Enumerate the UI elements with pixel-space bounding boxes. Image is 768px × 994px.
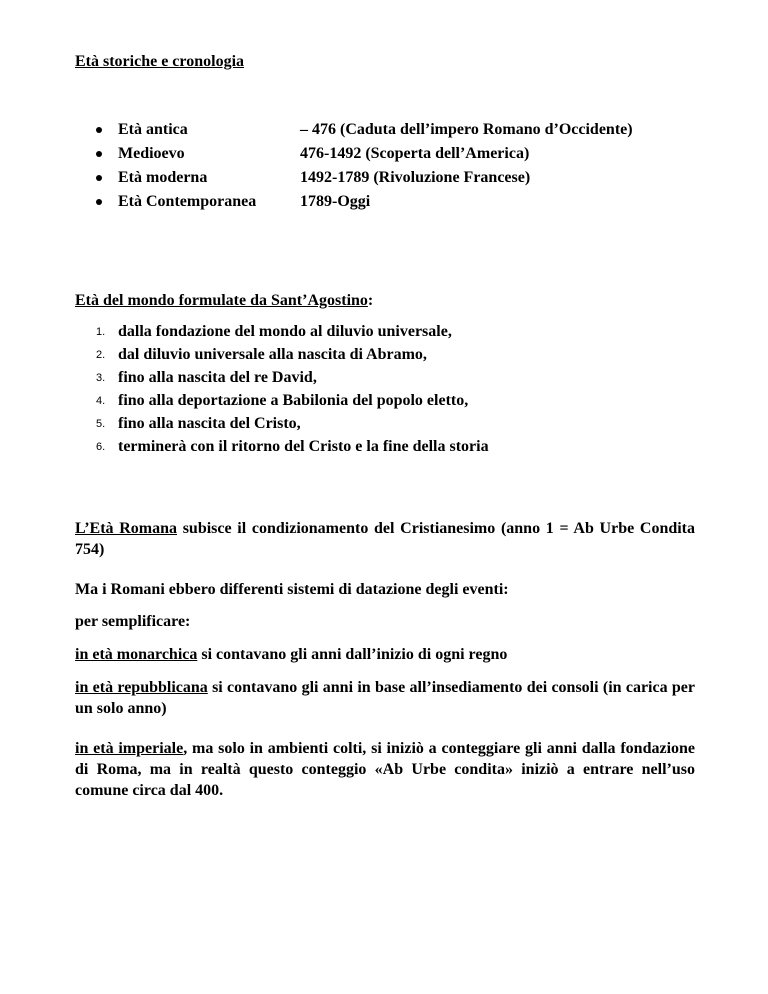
- paragraph-republican-underlined: in età repubblicana: [75, 679, 208, 696]
- list-number: 5.: [96, 418, 106, 430]
- list-text: dal diluvio universale alla nascita di Abramo,: [118, 346, 427, 363]
- paragraph-roman-age-link: L’Età Romana: [75, 520, 178, 537]
- paragraph-roman-age-text: subisce il condizionamento del Cristianesimo (anno 1 = Ab Urbe Condita 754): [75, 520, 696, 558]
- age-label: Età antica: [118, 121, 188, 138]
- paragraph-republican-text: si contavano gli anni in base all’insediamento dei consoli (in carica per un solo anno): [75, 679, 696, 717]
- heading-ages: Età storiche e cronologia: [75, 53, 245, 70]
- age-label: Medioevo: [118, 145, 185, 162]
- list-text: dalla fondazione del mondo al diluvio universale,: [118, 323, 452, 340]
- heading-world-ages-text: Età del mondo formulate da Sant’Agostino: [75, 292, 368, 309]
- bullet-icon: [96, 175, 102, 181]
- bullet-icon: [96, 199, 102, 205]
- paragraph-simplify: per semplificare:: [75, 613, 191, 630]
- age-range: 1789-Oggi: [300, 193, 371, 210]
- list-number: 4.: [96, 395, 106, 407]
- heading-world-ages: [75, 291, 373, 310]
- paragraph-dating-systems: Ma i Romani ebbero differenti sistemi di datazione degli eventi:: [75, 581, 509, 598]
- age-label: Età moderna: [118, 169, 208, 186]
- list-text: terminerà con il ritorno del Cristo e la fine della storia: [118, 438, 489, 455]
- list-number: 6.: [96, 441, 106, 453]
- list-number: 3.: [96, 372, 106, 384]
- age-range: 1492-1789 (Rivoluzione Francese): [300, 169, 531, 186]
- age-label: Età Contemporanea: [118, 193, 257, 210]
- paragraph-monarchic-text: si contavano gli anni dall’inizio di ogni regno: [197, 646, 508, 663]
- list-text: fino alla nascita del re David,: [118, 369, 317, 386]
- list-number: 1.: [96, 326, 106, 338]
- paragraph-imperial: [75, 738, 695, 801]
- bullet-icon: [96, 127, 102, 133]
- age-range: – 476 (Caduta dell’impero Romano d’Occidente): [300, 121, 633, 138]
- list-text: fino alla nascita del Cristo,: [118, 415, 301, 432]
- age-range: 476-1492 (Scoperta dell’America): [300, 145, 530, 162]
- paragraph-republican: [75, 677, 695, 719]
- paragraph-monarchic: [75, 645, 507, 664]
- list-number: 2.: [96, 349, 106, 361]
- heading-colon: :: [367, 292, 374, 309]
- paragraph-imperial-text: , ma solo in ambienti colti, si iniziò a conteggiare gli anni dalla fondazione di Roma, ma in realtà questo conteggio «Ab Urbe condita» iniziò a entrare nell’uso comune circa dal 400.: [75, 740, 696, 799]
- list-text: fino alla deportazione a Babilonia del popolo eletto,: [118, 392, 469, 409]
- bullet-icon: [96, 151, 102, 157]
- paragraph-monarchic-underlined: in età monarchica: [75, 646, 198, 663]
- paragraph-roman-age: [75, 518, 695, 560]
- paragraph-imperial-underlined: in età imperiale: [75, 740, 184, 757]
